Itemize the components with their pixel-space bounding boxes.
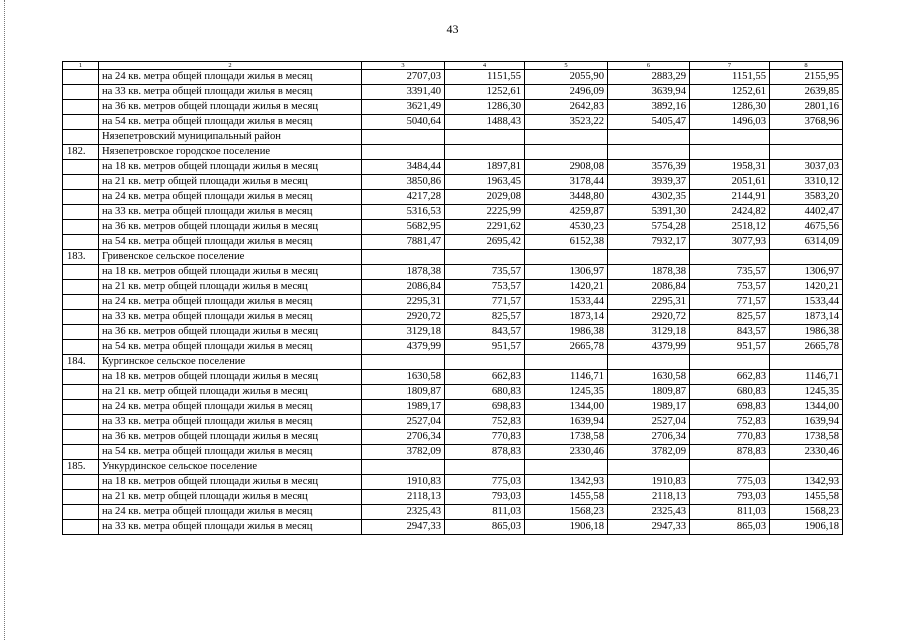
value-cell: 735,57: [690, 265, 770, 280]
value-cell: 4217,28: [362, 190, 445, 205]
value-cell: 2706,34: [608, 430, 690, 445]
value-cell: 951,57: [445, 340, 525, 355]
value-cell: 2665,78: [525, 340, 608, 355]
value-cell: 3768,96: [770, 115, 843, 130]
value-cell: 1533,44: [525, 295, 608, 310]
value-cell: 1286,30: [690, 100, 770, 115]
table-row: [63, 295, 843, 310]
value-cell: 4379,99: [608, 340, 690, 355]
value-cell: 3583,20: [770, 190, 843, 205]
value-cell: 775,03: [690, 475, 770, 490]
value-cell: 1630,58: [362, 370, 445, 385]
value-cell: 1252,61: [690, 85, 770, 100]
row-label-cell: на 24 кв. метра общей площади жилья в месяц: [99, 70, 362, 85]
value-cell: 7881,47: [362, 235, 445, 250]
tariff-table: [62, 61, 843, 535]
value-cell: 951,57: [690, 340, 770, 355]
value-cell: 1344,00: [525, 400, 608, 415]
table-row: [63, 235, 843, 250]
row-number-cell: [63, 235, 99, 250]
table-row: [63, 445, 843, 460]
value-cell: 2947,33: [608, 520, 690, 535]
table-row: [63, 430, 843, 445]
value-cell: [690, 250, 770, 265]
table-row: [63, 130, 843, 145]
row-label-cell: на 54 кв. метра общей площади жилья в месяц: [99, 445, 362, 460]
value-cell: 753,57: [445, 280, 525, 295]
column-header: 4: [445, 62, 525, 70]
table-row: [63, 385, 843, 400]
value-cell: 1873,14: [770, 310, 843, 325]
row-number-cell: [63, 220, 99, 235]
value-cell: [608, 145, 690, 160]
value-cell: 3484,44: [362, 160, 445, 175]
value-cell: 793,03: [445, 490, 525, 505]
value-cell: [770, 460, 843, 475]
row-label-cell: на 18 кв. метров общей площади жилья в месяц: [99, 475, 362, 490]
value-cell: 1873,14: [525, 310, 608, 325]
value-cell: 1455,58: [770, 490, 843, 505]
row-label-cell: на 54 кв. метра общей площади жилья в месяц: [99, 115, 362, 130]
row-label-cell: на 21 кв. метр общей площади жилья в месяц: [99, 175, 362, 190]
value-cell: 770,83: [445, 430, 525, 445]
row-number-cell: [63, 505, 99, 520]
column-header: 1: [63, 62, 99, 70]
value-cell: 1568,23: [525, 505, 608, 520]
value-cell: 680,83: [690, 385, 770, 400]
row-number-cell: [63, 475, 99, 490]
value-cell: 4379,99: [362, 340, 445, 355]
value-cell: [525, 130, 608, 145]
column-header: 5: [525, 62, 608, 70]
value-cell: 5754,28: [608, 220, 690, 235]
value-cell: 680,83: [445, 385, 525, 400]
value-cell: 2055,90: [525, 70, 608, 85]
value-cell: 3782,09: [608, 445, 690, 460]
row-number-cell: [63, 520, 99, 535]
value-cell: 3621,49: [362, 100, 445, 115]
value-cell: 2051,61: [690, 175, 770, 190]
row-number-cell: [63, 115, 99, 130]
value-cell: 2295,31: [608, 295, 690, 310]
row-number-cell: [63, 400, 99, 415]
value-cell: 2920,72: [608, 310, 690, 325]
row-label-cell: на 36 кв. метров общей площади жилья в месяц: [99, 430, 362, 445]
value-cell: [525, 355, 608, 370]
row-number-cell: [63, 160, 99, 175]
column-header: 7: [690, 62, 770, 70]
value-cell: [770, 130, 843, 145]
value-cell: 1878,38: [608, 265, 690, 280]
table-row: [63, 70, 843, 85]
value-cell: 2086,84: [362, 280, 445, 295]
row-number-cell: [63, 370, 99, 385]
table-row: [63, 190, 843, 205]
value-cell: 1639,94: [525, 415, 608, 430]
value-cell: [362, 460, 445, 475]
value-cell: 3782,09: [362, 445, 445, 460]
value-cell: 1738,58: [525, 430, 608, 445]
row-number-cell: [63, 175, 99, 190]
value-cell: 3391,40: [362, 85, 445, 100]
value-cell: 1958,31: [690, 160, 770, 175]
value-cell: 3129,18: [362, 325, 445, 340]
row-label-cell: Нязепетровское городское поселение: [99, 145, 362, 160]
value-cell: 1252,61: [445, 85, 525, 100]
column-header: 2: [99, 62, 362, 70]
table-row: [63, 265, 843, 280]
value-cell: 4259,87: [525, 205, 608, 220]
value-cell: [445, 145, 525, 160]
row-number-cell: [63, 265, 99, 280]
value-cell: [608, 355, 690, 370]
value-cell: 1533,44: [770, 295, 843, 310]
value-cell: [445, 130, 525, 145]
value-cell: 1420,21: [770, 280, 843, 295]
row-label-cell: на 21 кв. метр общей площади жилья в месяц: [99, 385, 362, 400]
value-cell: 865,03: [690, 520, 770, 535]
table-row: [63, 340, 843, 355]
value-cell: 770,83: [690, 430, 770, 445]
value-cell: 2695,42: [445, 235, 525, 250]
value-cell: [362, 130, 445, 145]
value-cell: 2665,78: [770, 340, 843, 355]
row-number-cell: 184.: [63, 355, 99, 370]
row-label-cell: на 18 кв. метров общей площади жилья в месяц: [99, 265, 362, 280]
value-cell: 1146,71: [525, 370, 608, 385]
value-cell: 1639,94: [770, 415, 843, 430]
value-cell: 753,57: [690, 280, 770, 295]
value-cell: 2155,95: [770, 70, 843, 85]
value-cell: 811,03: [445, 505, 525, 520]
value-cell: [690, 355, 770, 370]
table-row: [63, 370, 843, 385]
row-label-cell: на 18 кв. метров общей площади жилья в месяц: [99, 160, 362, 175]
page-left-border: [4, 0, 6, 640]
row-number-cell: [63, 190, 99, 205]
value-cell: 1286,30: [445, 100, 525, 115]
value-cell: [445, 355, 525, 370]
table-row: [63, 205, 843, 220]
row-label-cell: на 24 кв. метра общей площади жилья в месяц: [99, 190, 362, 205]
value-cell: 1986,38: [770, 325, 843, 340]
value-cell: [690, 460, 770, 475]
value-cell: [445, 250, 525, 265]
value-cell: 1496,03: [690, 115, 770, 130]
value-cell: [445, 460, 525, 475]
value-cell: 2118,13: [362, 490, 445, 505]
row-label-cell: на 54 кв. метра общей площади жилья в месяц: [99, 340, 362, 355]
value-cell: 811,03: [690, 505, 770, 520]
value-cell: 1342,93: [525, 475, 608, 490]
row-number-cell: [63, 205, 99, 220]
value-cell: 2518,12: [690, 220, 770, 235]
value-cell: 771,57: [445, 295, 525, 310]
row-number-cell: 185.: [63, 460, 99, 475]
row-label-cell: Кургинское сельское поселение: [99, 355, 362, 370]
value-cell: 1963,45: [445, 175, 525, 190]
column-number-row: [63, 62, 843, 70]
row-number-cell: [63, 490, 99, 505]
table-row: [63, 520, 843, 535]
row-label-cell: на 36 кв. метров общей площади жилья в месяц: [99, 325, 362, 340]
value-cell: [770, 355, 843, 370]
value-cell: 843,57: [445, 325, 525, 340]
value-cell: 2029,08: [445, 190, 525, 205]
row-number-cell: [63, 70, 99, 85]
row-label-cell: на 24 кв. метра общей площади жилья в месяц: [99, 400, 362, 415]
value-cell: 2920,72: [362, 310, 445, 325]
value-cell: 2908,08: [525, 160, 608, 175]
table-row: [63, 400, 843, 415]
value-cell: [525, 250, 608, 265]
row-number-cell: 182.: [63, 145, 99, 160]
value-cell: 1455,58: [525, 490, 608, 505]
value-cell: 6152,38: [525, 235, 608, 250]
value-cell: 2424,82: [690, 205, 770, 220]
table-row: [63, 250, 843, 265]
value-cell: [362, 355, 445, 370]
row-number-cell: [63, 100, 99, 115]
table-row: [63, 175, 843, 190]
value-cell: 2144,91: [690, 190, 770, 205]
value-cell: [362, 250, 445, 265]
value-cell: 2118,13: [608, 490, 690, 505]
row-label-cell: на 33 кв. метра общей площади жилья в месяц: [99, 85, 362, 100]
value-cell: 1342,93: [770, 475, 843, 490]
value-cell: 2707,03: [362, 70, 445, 85]
value-cell: 3523,22: [525, 115, 608, 130]
value-cell: 4302,35: [608, 190, 690, 205]
value-cell: 1146,71: [770, 370, 843, 385]
value-cell: 7932,17: [608, 235, 690, 250]
value-cell: [525, 145, 608, 160]
row-label-cell: на 33 кв. метра общей площади жилья в месяц: [99, 310, 362, 325]
value-cell: 1245,35: [770, 385, 843, 400]
table-row: [63, 460, 843, 475]
table-row: [63, 160, 843, 175]
value-cell: 1151,55: [690, 70, 770, 85]
row-label-cell: Нязепетровский муниципальный район: [99, 130, 362, 145]
value-cell: 878,83: [445, 445, 525, 460]
value-cell: 5040,64: [362, 115, 445, 130]
value-cell: 3037,03: [770, 160, 843, 175]
row-number-cell: [63, 295, 99, 310]
value-cell: 2706,34: [362, 430, 445, 445]
column-header: 3: [362, 62, 445, 70]
column-header: 6: [608, 62, 690, 70]
value-cell: 1809,87: [608, 385, 690, 400]
value-cell: 2291,62: [445, 220, 525, 235]
value-cell: 3639,94: [608, 85, 690, 100]
value-cell: 2330,46: [770, 445, 843, 460]
value-cell: 1906,18: [770, 520, 843, 535]
value-cell: 1344,00: [770, 400, 843, 415]
value-cell: 5405,47: [608, 115, 690, 130]
row-label-cell: на 33 кв. метра общей площади жилья в месяц: [99, 415, 362, 430]
value-cell: 1989,17: [608, 400, 690, 415]
value-cell: 2325,43: [362, 505, 445, 520]
row-number-cell: [63, 310, 99, 325]
table-row: [63, 505, 843, 520]
value-cell: 735,57: [445, 265, 525, 280]
value-cell: 2947,33: [362, 520, 445, 535]
value-cell: 2325,43: [608, 505, 690, 520]
value-cell: [770, 145, 843, 160]
value-cell: 1245,35: [525, 385, 608, 400]
value-cell: [525, 460, 608, 475]
value-cell: [608, 460, 690, 475]
row-label-cell: на 21 кв. метр общей площади жилья в месяц: [99, 280, 362, 295]
table-row: [63, 415, 843, 430]
value-cell: [690, 130, 770, 145]
value-cell: 1738,58: [770, 430, 843, 445]
value-cell: 4530,23: [525, 220, 608, 235]
value-cell: 1910,83: [608, 475, 690, 490]
value-cell: [362, 145, 445, 160]
value-cell: 6314,09: [770, 235, 843, 250]
value-cell: 698,83: [445, 400, 525, 415]
row-number-cell: [63, 280, 99, 295]
value-cell: 793,03: [690, 490, 770, 505]
row-label-cell: на 36 кв. метров общей площади жилья в месяц: [99, 100, 362, 115]
value-cell: 4402,47: [770, 205, 843, 220]
row-number-cell: [63, 430, 99, 445]
value-cell: 1568,23: [770, 505, 843, 520]
value-cell: 1897,81: [445, 160, 525, 175]
value-cell: 1986,38: [525, 325, 608, 340]
value-cell: 2527,04: [608, 415, 690, 430]
table-row: [63, 85, 843, 100]
value-cell: 2330,46: [525, 445, 608, 460]
row-number-cell: [63, 85, 99, 100]
value-cell: 2527,04: [362, 415, 445, 430]
value-cell: 1306,97: [770, 265, 843, 280]
row-number-cell: [63, 445, 99, 460]
value-cell: 2883,29: [608, 70, 690, 85]
value-cell: 825,57: [690, 310, 770, 325]
value-cell: 3129,18: [608, 325, 690, 340]
row-number-cell: [63, 340, 99, 355]
value-cell: 5391,30: [608, 205, 690, 220]
value-cell: 3077,93: [690, 235, 770, 250]
page-number: 43: [446, 22, 459, 36]
value-cell: [608, 250, 690, 265]
value-cell: 771,57: [690, 295, 770, 310]
value-cell: 1809,87: [362, 385, 445, 400]
value-cell: 825,57: [445, 310, 525, 325]
row-number-cell: [63, 130, 99, 145]
row-number-cell: [63, 325, 99, 340]
value-cell: 3892,16: [608, 100, 690, 115]
value-cell: 775,03: [445, 475, 525, 490]
value-cell: 1989,17: [362, 400, 445, 415]
value-cell: 3576,39: [608, 160, 690, 175]
row-label-cell: Ункурдинское сельское поселение: [99, 460, 362, 475]
row-number-cell: [63, 385, 99, 400]
row-label-cell: на 33 кв. метра общей площади жилья в месяц: [99, 520, 362, 535]
value-cell: [608, 130, 690, 145]
value-cell: 2801,16: [770, 100, 843, 115]
value-cell: 662,83: [445, 370, 525, 385]
table-row: [63, 145, 843, 160]
value-cell: 1151,55: [445, 70, 525, 85]
value-cell: 3850,86: [362, 175, 445, 190]
value-cell: 1906,18: [525, 520, 608, 535]
table-row: [63, 115, 843, 130]
table-row: [63, 475, 843, 490]
value-cell: 843,57: [690, 325, 770, 340]
table-row: [63, 355, 843, 370]
value-cell: 1488,43: [445, 115, 525, 130]
value-cell: 2642,83: [525, 100, 608, 115]
row-label-cell: на 21 кв. метр общей площади жилья в месяц: [99, 490, 362, 505]
row-label-cell: на 24 кв. метра общей площади жилья в месяц: [99, 505, 362, 520]
value-cell: 2225,99: [445, 205, 525, 220]
value-cell: 1630,58: [608, 370, 690, 385]
row-label-cell: на 24 кв. метра общей площади жилья в месяц: [99, 295, 362, 310]
value-cell: 698,83: [690, 400, 770, 415]
value-cell: 662,83: [690, 370, 770, 385]
value-cell: 1878,38: [362, 265, 445, 280]
value-cell: 2639,85: [770, 85, 843, 100]
value-cell: 2086,84: [608, 280, 690, 295]
row-label-cell: Гривенское сельское поселение: [99, 250, 362, 265]
table-row: [63, 310, 843, 325]
value-cell: 5682,95: [362, 220, 445, 235]
row-label-cell: на 54 кв. метра общей площади жилья в месяц: [99, 235, 362, 250]
value-cell: 1306,97: [525, 265, 608, 280]
value-cell: [770, 250, 843, 265]
value-cell: 752,83: [690, 415, 770, 430]
value-cell: 1420,21: [525, 280, 608, 295]
value-cell: 2496,09: [525, 85, 608, 100]
row-label-cell: на 18 кв. метров общей площади жилья в месяц: [99, 370, 362, 385]
table-row: [63, 490, 843, 505]
row-label-cell: на 36 кв. метров общей площади жилья в месяц: [99, 220, 362, 235]
value-cell: 1910,83: [362, 475, 445, 490]
table-row: [63, 220, 843, 235]
value-cell: 4675,56: [770, 220, 843, 235]
value-cell: 878,83: [690, 445, 770, 460]
value-cell: 3178,44: [525, 175, 608, 190]
column-header: 8: [770, 62, 843, 70]
table-row: [63, 100, 843, 115]
value-cell: 865,03: [445, 520, 525, 535]
value-cell: 2295,31: [362, 295, 445, 310]
value-cell: [690, 145, 770, 160]
value-cell: 3939,37: [608, 175, 690, 190]
value-cell: 5316,53: [362, 205, 445, 220]
value-cell: 3310,12: [770, 175, 843, 190]
value-cell: 3448,80: [525, 190, 608, 205]
row-number-cell: 183.: [63, 250, 99, 265]
row-label-cell: на 33 кв. метра общей площади жилья в месяц: [99, 205, 362, 220]
table-row: [63, 280, 843, 295]
table-body: [63, 70, 843, 535]
value-cell: 752,83: [445, 415, 525, 430]
table-row: [63, 325, 843, 340]
row-number-cell: [63, 415, 99, 430]
